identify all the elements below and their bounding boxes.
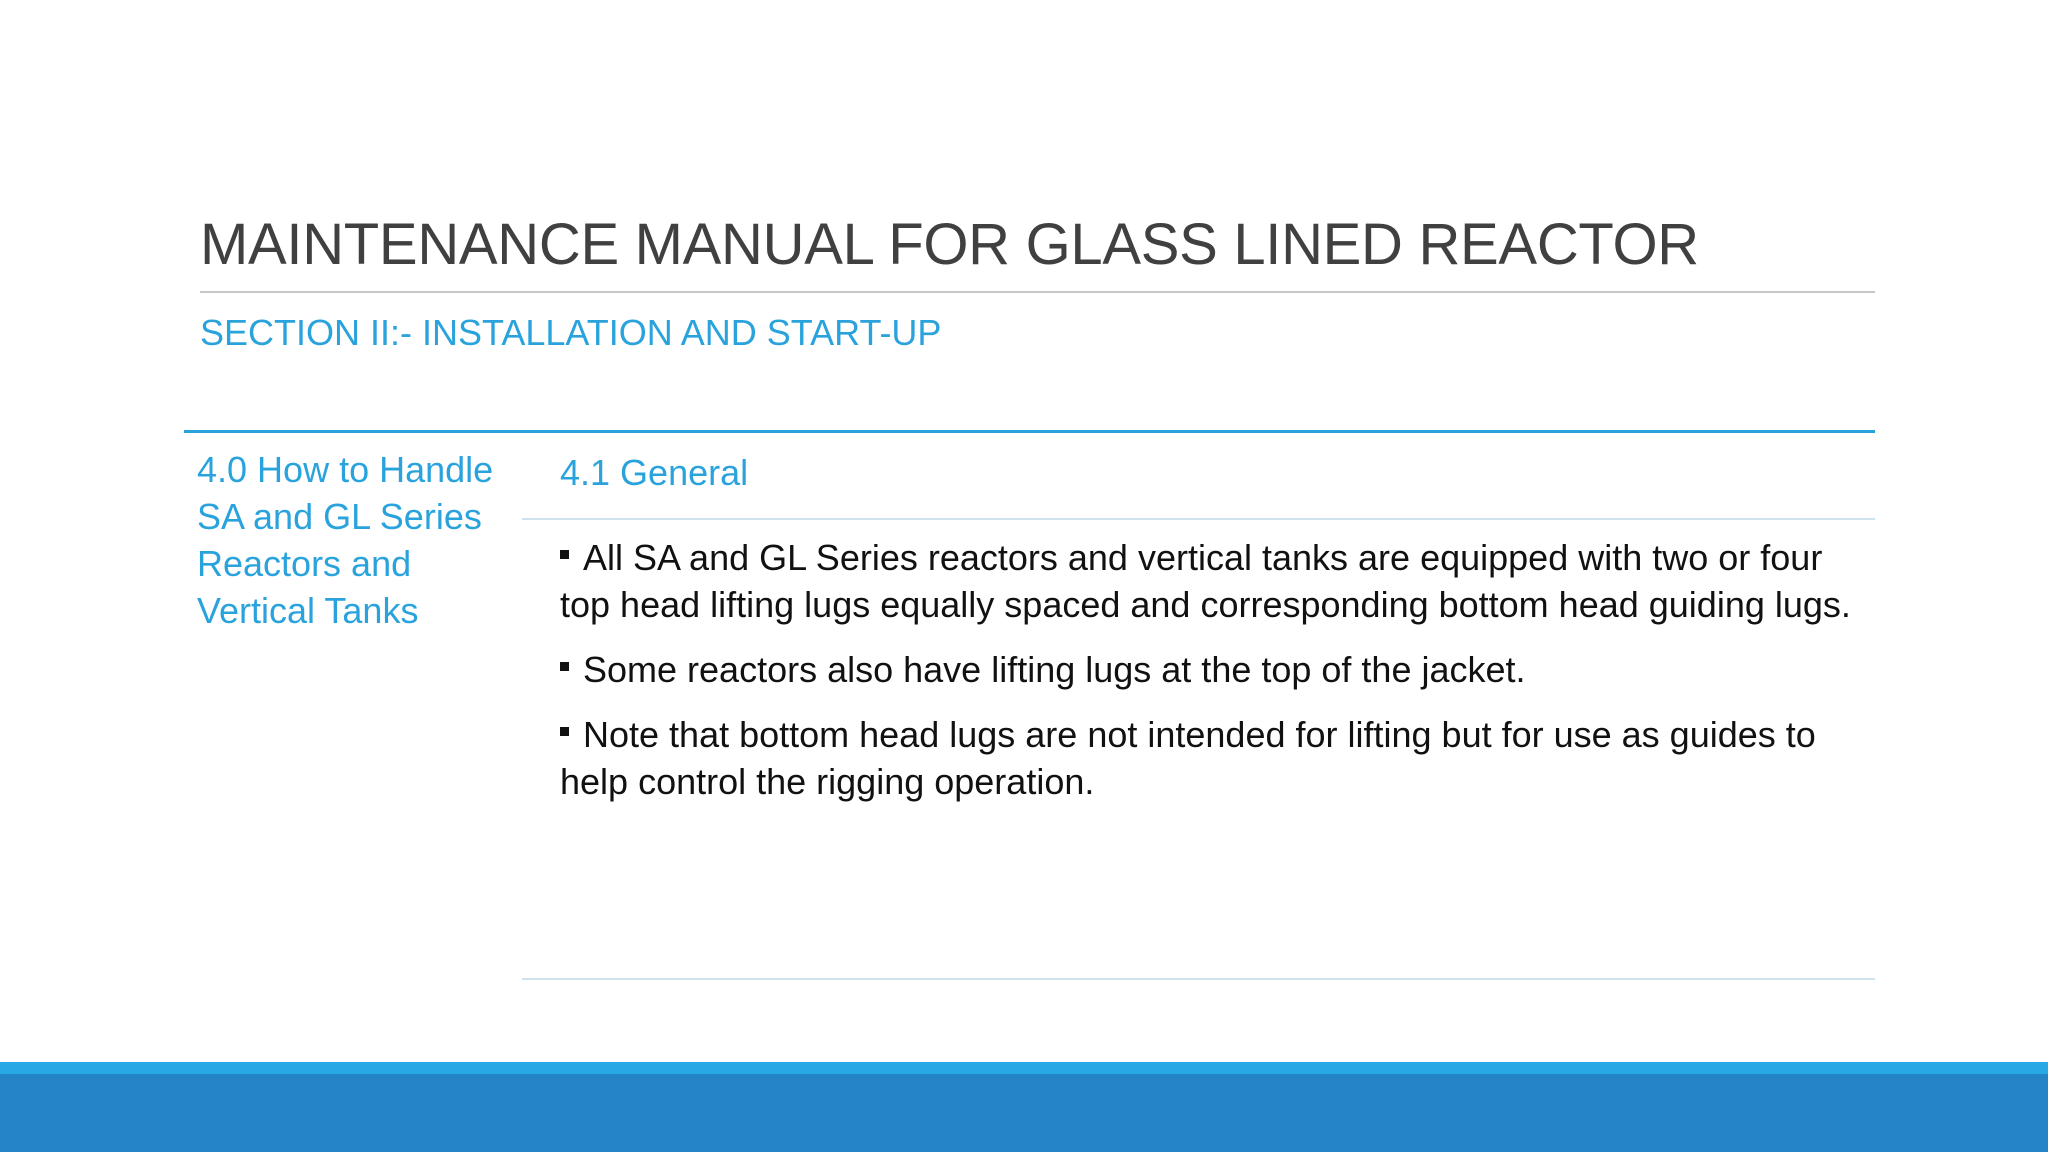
slide-title: MAINTENANCE MANUAL FOR GLASS LINED REACTOR <box>200 212 1699 277</box>
bullet-list <box>560 534 1860 823</box>
content-top-divider <box>184 430 1875 433</box>
footer-accent-stripe <box>0 1062 2048 1074</box>
bullet-item <box>560 711 1860 805</box>
square-bullet-icon <box>560 550 569 559</box>
square-bullet-icon <box>560 727 569 736</box>
footer-bar <box>0 1074 2048 1152</box>
slide-subtitle: SECTION II:- INSTALLATION AND START-UP <box>200 312 942 353</box>
sub-heading: 4.1 General <box>560 452 749 493</box>
section-heading: 4.0 How to Handle SA and GL Series Reactors and Vertical Tanks <box>197 449 494 631</box>
bullet-text: All SA and GL Series reactors and vertical tanks are equipped with two or four top head lifting lugs equally spaced and corresponding bottom head guiding lugs. <box>560 537 1851 625</box>
square-bullet-icon <box>560 662 569 671</box>
bullet-item <box>560 534 1860 628</box>
bullet-text: Some reactors also have lifting lugs at the top of the jacket. <box>583 649 1526 690</box>
bullet-item <box>560 646 1860 693</box>
bullet-text: Note that bottom head lugs are not intended for lifting but for use as guides to help control the rigging operation. <box>560 714 1816 802</box>
content-bottom-divider <box>522 978 1875 980</box>
sub-heading-divider <box>522 518 1875 520</box>
title-divider <box>200 291 1875 293</box>
